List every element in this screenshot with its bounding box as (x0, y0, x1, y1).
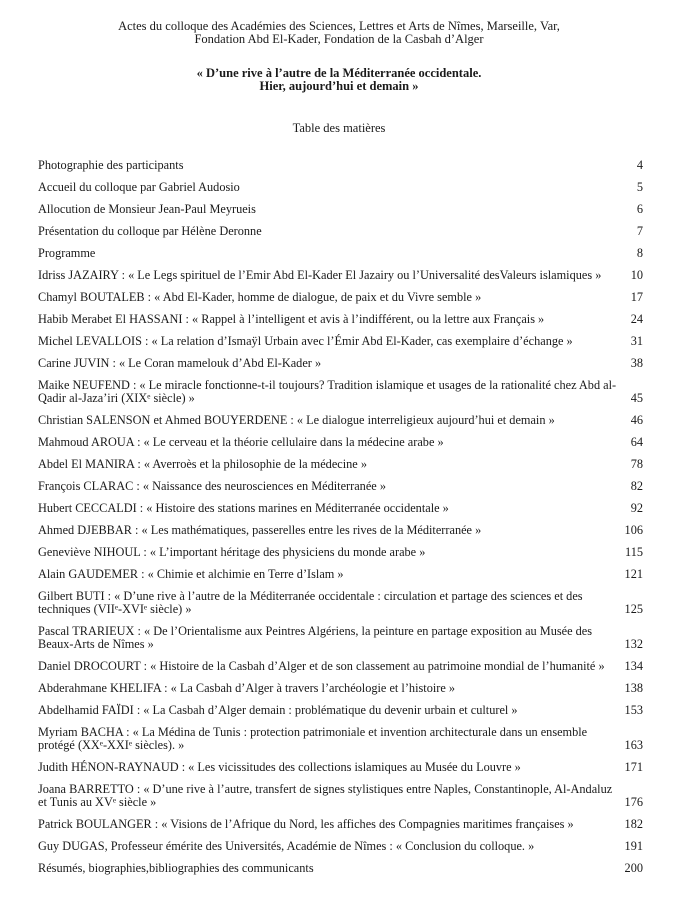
toc-entry (38, 247, 643, 260)
toc-entry-page: 163 (624, 738, 643, 752)
toc-entry-title: Photographie des participants (38, 158, 184, 172)
header-line-1: Actes du colloque des Académies des Sciences, Lettres et Arts de Nîmes, Marseille, Var, (118, 19, 560, 33)
toc-entry-page: 92 (630, 501, 643, 515)
toc-entry-title: Ahmed DJEBBAR : « Les mathématiques, passerelles entre les rives de la Méditerranée » (38, 523, 482, 537)
toc-entry-page: 8 (636, 246, 643, 260)
toc-entry-page: 153 (624, 703, 643, 717)
toc-entry-page: 82 (630, 479, 643, 493)
toc-entry-page: 46 (630, 413, 643, 427)
toc-entry (38, 414, 643, 427)
toc-entry-page: 5 (636, 180, 643, 194)
toc-entry-title: Geneviève NIHOUL : « L’important héritage des physiciens du monde arabe » (38, 545, 426, 559)
toc-entry-title: Résumés, biographies,bibliographies des communicants (38, 861, 314, 875)
toc-entry-title: Guy DUGAS, Professeur émérite des Universités, Académie de Nîmes : « Conclusion du colloque. » (38, 839, 535, 853)
toc-entry-page: 64 (630, 435, 643, 449)
toc-entry-page: 45 (630, 391, 643, 405)
toc-entry-page: 17 (630, 290, 643, 304)
toc-entry-page: 38 (630, 356, 643, 370)
header-line-2: Fondation Abd El-Kader, Fondation de la Casbah d’Alger (194, 32, 484, 46)
toc-entry-title: Pascal TRARIEUX : « De l’Orientalisme aux Peintres Algériens, la peinture en partage exposition au Musée des Beaux-Arts de Nîmes » (38, 624, 593, 651)
toc-entry (38, 761, 643, 774)
toc-entry-title: Gilbert BUTI : « D’une rive à l’autre de la Méditerranée occidentale : circulation et partage des sciences et des techniques (VIIᵉ-XVIᵉ siècle) » (38, 589, 583, 616)
toc-entry-title: Accueil du colloque par Gabriel Audosio (38, 180, 240, 194)
toc-entry (38, 436, 643, 449)
toc-entry-title: François CLARAC : « Naissance des neurosciences en Méditerranée » (38, 479, 386, 493)
toc-entry (38, 458, 643, 471)
toc-entry-page: 125 (624, 602, 643, 616)
toc-entry-page: 31 (630, 334, 643, 348)
toc-entry-page: 10 (630, 268, 643, 282)
toc-entry (38, 181, 643, 194)
toc-entry-title: Chamyl BOUTALEB : « Abd El-Kader, homme de dialogue, de paix et du Vivre semble » (38, 290, 482, 304)
toc-entry-page: 182 (624, 817, 643, 831)
toc-entry-title: Hubert CECCALDI : « Histoire des stations marines en Méditerranée occidentale » (38, 501, 449, 515)
toc-entry (38, 862, 643, 875)
toc-entry (38, 480, 643, 493)
toc-entry (38, 524, 643, 537)
toc-entry-page: 4 (636, 158, 643, 172)
toc-entry (38, 203, 643, 216)
toc-entry-page: 78 (630, 457, 643, 471)
toc-entry-title: Joana BARRETTO : « D’une rive à l’autre, transfert de signes stylistiques entre Naples, Constantinople, Al-Andaluz et Tunis au XVᵉ siècle » (38, 782, 613, 809)
toc-entry-title: Abderahmane KHELIFA : « La Casbah d’Alger à travers l’archéologie et l’histoire » (38, 681, 456, 695)
toc-entry-title: Programme (38, 246, 96, 260)
toc-entry-page: 191 (624, 839, 643, 853)
toc-entry-title: Michel LEVALLOIS : « La relation d’Ismaÿl Urbain avec l’Émir Abd El-Kader, cas exemplaire d’échange » (38, 334, 573, 348)
toc-entry (38, 502, 643, 515)
toc-entry-page: 200 (624, 861, 643, 875)
toc-heading: Table des matières (292, 121, 386, 135)
toc-entry-title: Idriss JAZAIRY : « Le Legs spirituel de l’Emir Abd El-Kader El Jazairy ou l’Universalité desValeurs islamiques » (38, 268, 602, 282)
toc-entry-page: 121 (624, 567, 643, 581)
toc-entry-page: 134 (624, 659, 643, 673)
toc-entry (38, 357, 643, 370)
toc-entry-page: 171 (624, 760, 643, 774)
toc-entry (38, 818, 643, 831)
toc-entry-title: Maike NEUFEND : « Le miracle fonctionne-t-il toujours? Tradition islamique et usages de la rationalité chez Abd al-Qadir al-Jaza’iri (XIXᵉ siècle) » (38, 378, 617, 405)
toc-entry (38, 590, 643, 616)
toc-entry-title: Présentation du colloque par Hélène Deronne (38, 224, 262, 238)
toc-entry (38, 840, 643, 853)
toc-entry-page: 106 (624, 523, 643, 537)
toc-entry-title: Daniel DROCOURT : « Histoire de la Casbah d’Alger et de son classement au patrimoine mondial de l’humanité » (38, 659, 605, 673)
title-line-2: Hier, aujourd’hui et demain » (259, 79, 419, 93)
toc-entry-title: Carine JUVIN : « Le Coran mamelouk d’Abd El-Kader » (38, 356, 322, 370)
toc-entry-title: Myriam BACHA : « La Médina de Tunis : protection patrimoniale et invention architecturale dans un ensemble protégé (XXᵉ-XXIᵉ siècles). » (38, 725, 588, 752)
toc-entry-title: Abdelhamid FAÏDI : « La Casbah d’Alger demain : problématique du devenir urbain et culturel » (38, 703, 518, 717)
toc-entry (38, 625, 643, 651)
toc-entry (38, 546, 643, 559)
proceedings-header (0, 20, 678, 46)
toc-entry-title: Mahmoud AROUA : « Le cerveau et la théorie cellulaire dans la médecine arabe » (38, 435, 444, 449)
toc-entry-page: 176 (624, 795, 643, 809)
toc-entry-page: 7 (636, 224, 643, 238)
toc-entry-page: 132 (624, 637, 643, 651)
toc-entry-page: 115 (625, 545, 643, 559)
toc-entry (38, 682, 643, 695)
toc-entry (38, 335, 643, 348)
toc-entry (38, 660, 643, 673)
table-of-contents (38, 150, 643, 875)
toc-entry-title: Allocution de Monsieur Jean-Paul Meyrueis (38, 202, 256, 216)
title-line-1: « D’une rive à l’autre de la Méditerranée occidentale. (196, 66, 482, 80)
toc-entry (38, 379, 643, 405)
toc-entry-title: Judith HÉNON-RAYNAUD : « Les vicissitudes des collections islamiques au Musée du Louvre » (38, 760, 521, 774)
toc-entry-page: 138 (624, 681, 643, 695)
toc-entry (38, 291, 643, 304)
toc-entry-title: Christian SALENSON et Ahmed BOUYERDENE : « Le dialogue interreligieux aujourd’hui et demain » (38, 413, 555, 427)
toc-entry (38, 783, 643, 809)
toc-entry-page: 6 (636, 202, 643, 216)
toc-entry (38, 269, 643, 282)
toc-entry-title: Patrick BOULANGER : « Visions de l’Afrique du Nord, les affiches des Compagnies maritimes françaises » (38, 817, 574, 831)
toc-entry (38, 313, 643, 326)
toc-entry-title: Habib Merabet El HASSANI : « Rappel à l’intelligent et avis à l’indifférent, ou la lettre aux Français » (38, 312, 545, 326)
toc-entry-title: Abdel El MANIRA : « Averroès et la philosophie de la médecine » (38, 457, 367, 471)
toc-entry-page: 24 (630, 312, 643, 326)
toc-entry (38, 726, 643, 752)
toc-entry (38, 704, 643, 717)
toc-entry-title: Alain GAUDEMER : « Chimie et alchimie en Terre d’Islam » (38, 567, 344, 581)
colloquium-title (0, 67, 678, 93)
toc-entry (38, 568, 643, 581)
toc-entry (38, 159, 643, 172)
toc-entry (38, 225, 643, 238)
